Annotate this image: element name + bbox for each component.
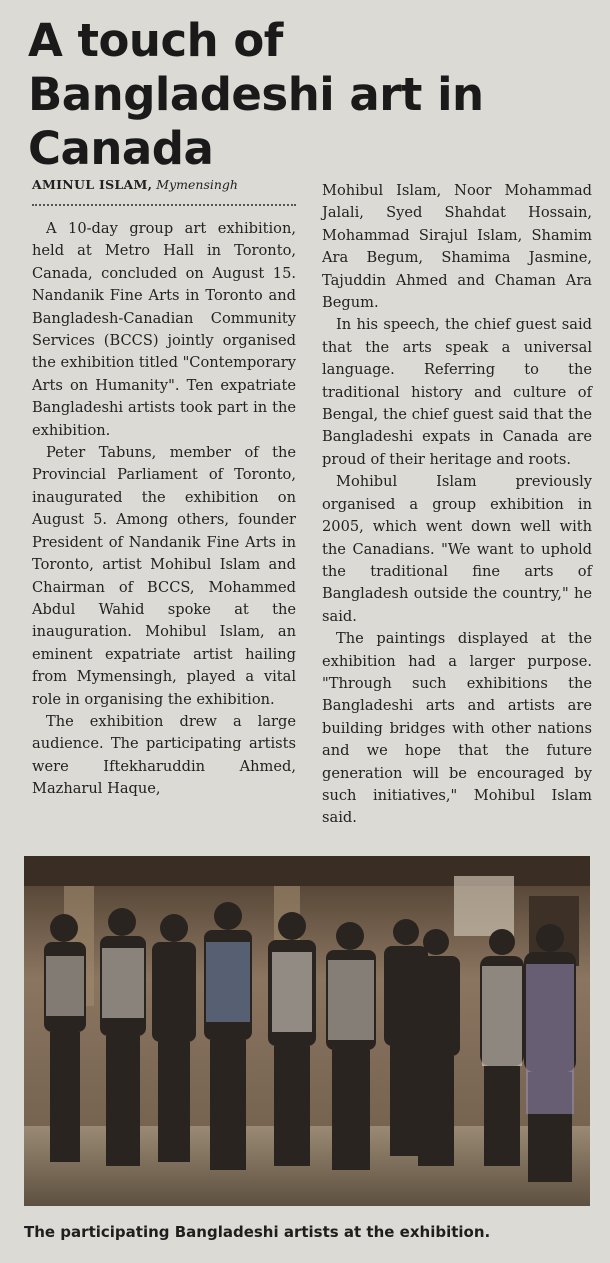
- byline: [32, 176, 296, 194]
- paragraph: A 10-day group art exhibition, held at Metro Hall in Toronto, Canada, concluded on August 15. Nandanik Fine Arts in Toronto and Bangladesh-Canadian Community Services (BCCS) jointly organised the exhibition titled "Contemporary Arts on Humanity". Ten expatriate Bangladeshi artists took part in the exhibition.: [32, 220, 296, 439]
- headline: A touch of Bangladeshi art in Canada: [28, 14, 484, 175]
- paragraph: The exhibition drew a large audience. The participating artists were Iftekharuddin Ahmed, Mazharul Haque,: [32, 712, 296, 798]
- group-photo-image: [24, 856, 590, 1206]
- byline-divider: [32, 200, 296, 206]
- paragraph: Mohibul Islam, Noor Mohammad Jalali, Syed Shahdat Hossain, Mohammad Sirajul Islam, Shamim Ara Begum, Shamima Jasmine, Tajuddin Ahmed and Chaman Ara Begum.: [322, 182, 592, 312]
- photo-caption: The participating Bangladeshi artists at the exhibition.: [24, 1223, 491, 1241]
- paragraph: Mohibul Islam previously organised a group exhibition in 2005, which went down well with the Canadians. "We want to uphold the traditional fine arts of Bangladesh outside the country," he said.: [322, 473, 592, 625]
- article-column-left: [32, 176, 296, 801]
- article-column-right: [322, 180, 592, 830]
- byline-author: AMINUL ISLAM,: [32, 177, 153, 192]
- paragraph: In his speech, the chief guest said that the arts speak a universal language. Referring to the traditional history and culture of Bengal, the chief guest said that the Bangladeshi expats in Canada are proud of their heritage and roots.: [322, 316, 592, 468]
- byline-place: Mymensingh: [156, 177, 238, 192]
- group-photo: [24, 856, 590, 1206]
- paragraph: Peter Tabuns, member of the Provincial Parliament of Toronto, inaugurated the exhibition on August 5. Among others, founder President of Nandanik Fine Arts in Toronto, artist Mohibul Islam and Chairman of BCCS, Mohammed Abdul Wahid spoke at the inauguration. Mohibul Islam, an eminent expatriate artist hailing from Mymensingh, played a vital role in organising the exhibition.: [32, 444, 296, 708]
- paragraph: The paintings displayed at the exhibition had a larger purpose. "Through such exhibitions the Bangladeshi arts and artists are building bridges with other nations and we hope that the future generation will be encouraged by such initiatives," Mohibul Islam said.: [322, 630, 592, 827]
